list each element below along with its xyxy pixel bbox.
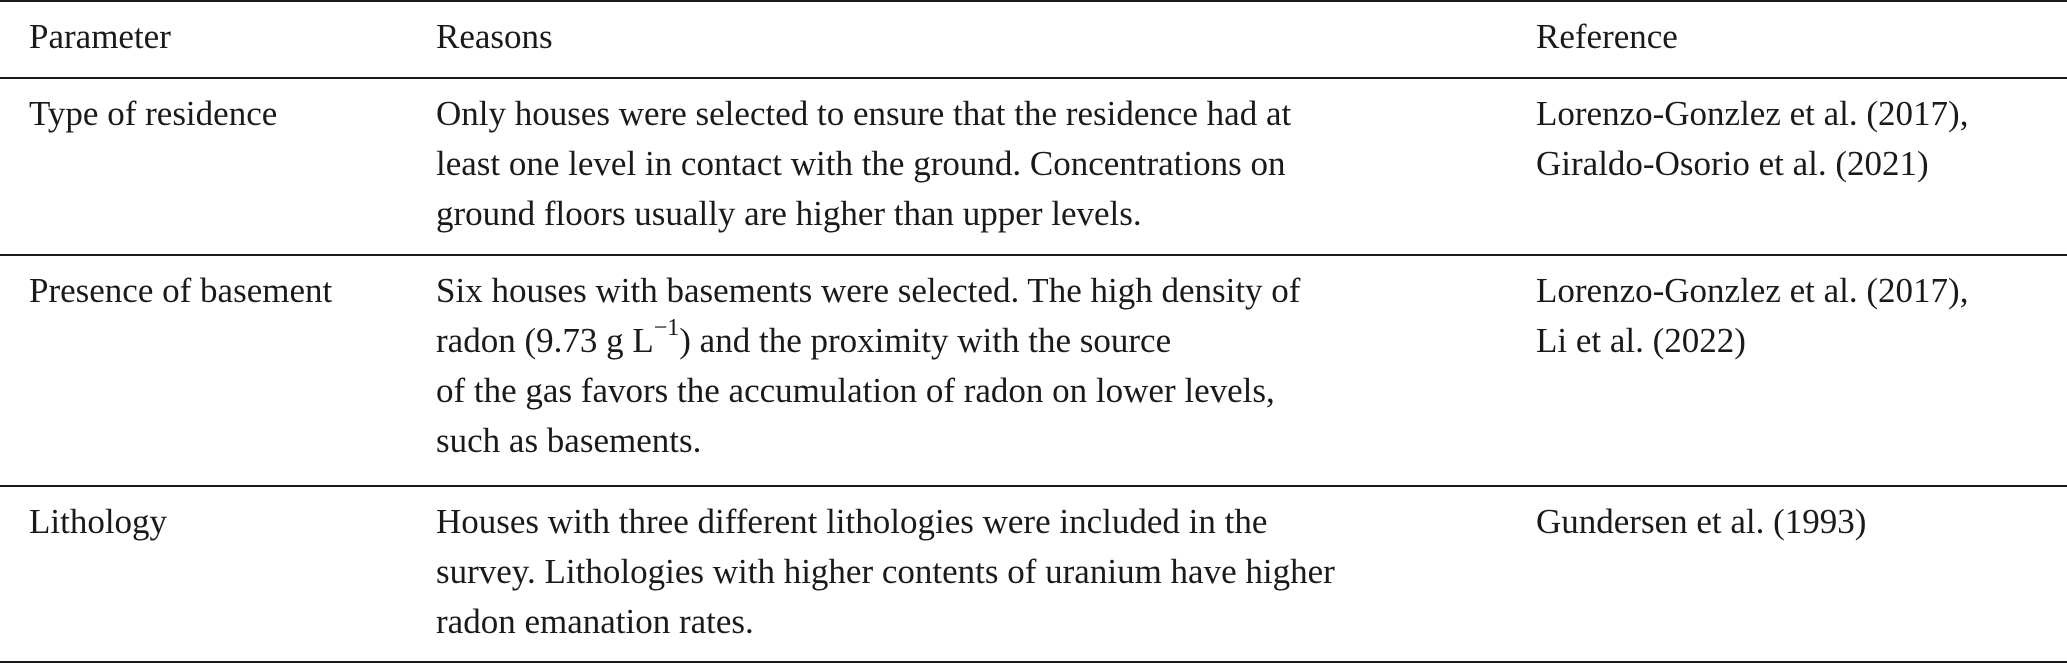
row-presence-of-basement-reference	[1536, 266, 1968, 366]
header-reference: Reference	[1536, 17, 1678, 56]
reasons-line: such as basements.	[436, 421, 702, 460]
row-lithology-parameter: Lithology	[29, 502, 168, 541]
reasons-line: Houses with three different lithologies were included in the	[436, 502, 1268, 541]
table-bottom-rule	[0, 661, 2067, 663]
reasons-line: Only houses were selected to ensure that the residence had at	[436, 94, 1292, 133]
reference-line: Giraldo-Osorio et al. (2021)	[1536, 144, 1929, 183]
header-parameter: Parameter	[29, 17, 171, 56]
reasons-line: radon emanation rates.	[436, 602, 754, 641]
row-rule	[0, 254, 2067, 256]
row-lithology-reasons	[436, 497, 1335, 647]
row-rule	[0, 485, 2067, 487]
reference-line: Li et al. (2022)	[1536, 321, 1746, 360]
header-rule	[0, 77, 2067, 79]
reference-line: Lorenzo-Gonzlez et al. (2017),	[1536, 94, 1969, 133]
reference-line: Lorenzo-Gonzlez et al. (2017),	[1536, 271, 1969, 310]
reasons-text: ) and the proximity with the source	[679, 321, 1172, 360]
reasons-line	[436, 316, 1300, 366]
row-type-of-residence-reasons	[436, 89, 1291, 239]
row-type-of-residence-reference	[1536, 89, 1968, 189]
reasons-line: ground floors usually are higher than upper levels.	[436, 194, 1142, 233]
reasons-line: of the gas favors the accumulation of radon on lower levels,	[436, 371, 1275, 410]
reasons-line: least one level in contact with the ground. Concentrations on	[436, 144, 1286, 183]
reasons-text: radon (9.73 g L	[436, 321, 654, 360]
header-reasons: Reasons	[436, 17, 553, 56]
unit-exponent: −1	[653, 315, 680, 342]
reasons-line: Six houses with basements were selected. The high density of	[436, 271, 1301, 310]
row-presence-of-basement-reasons	[436, 266, 1300, 466]
table-top-rule	[0, 0, 2067, 2]
reasons-line: survey. Lithologies with higher contents of uranium have higher	[436, 552, 1335, 591]
row-type-of-residence-parameter: Type of residence	[29, 94, 278, 133]
row-presence-of-basement-parameter: Presence of basement	[29, 271, 333, 310]
reference-line: Gundersen et al. (1993)	[1536, 502, 1867, 541]
row-lithology-reference	[1536, 497, 1866, 547]
